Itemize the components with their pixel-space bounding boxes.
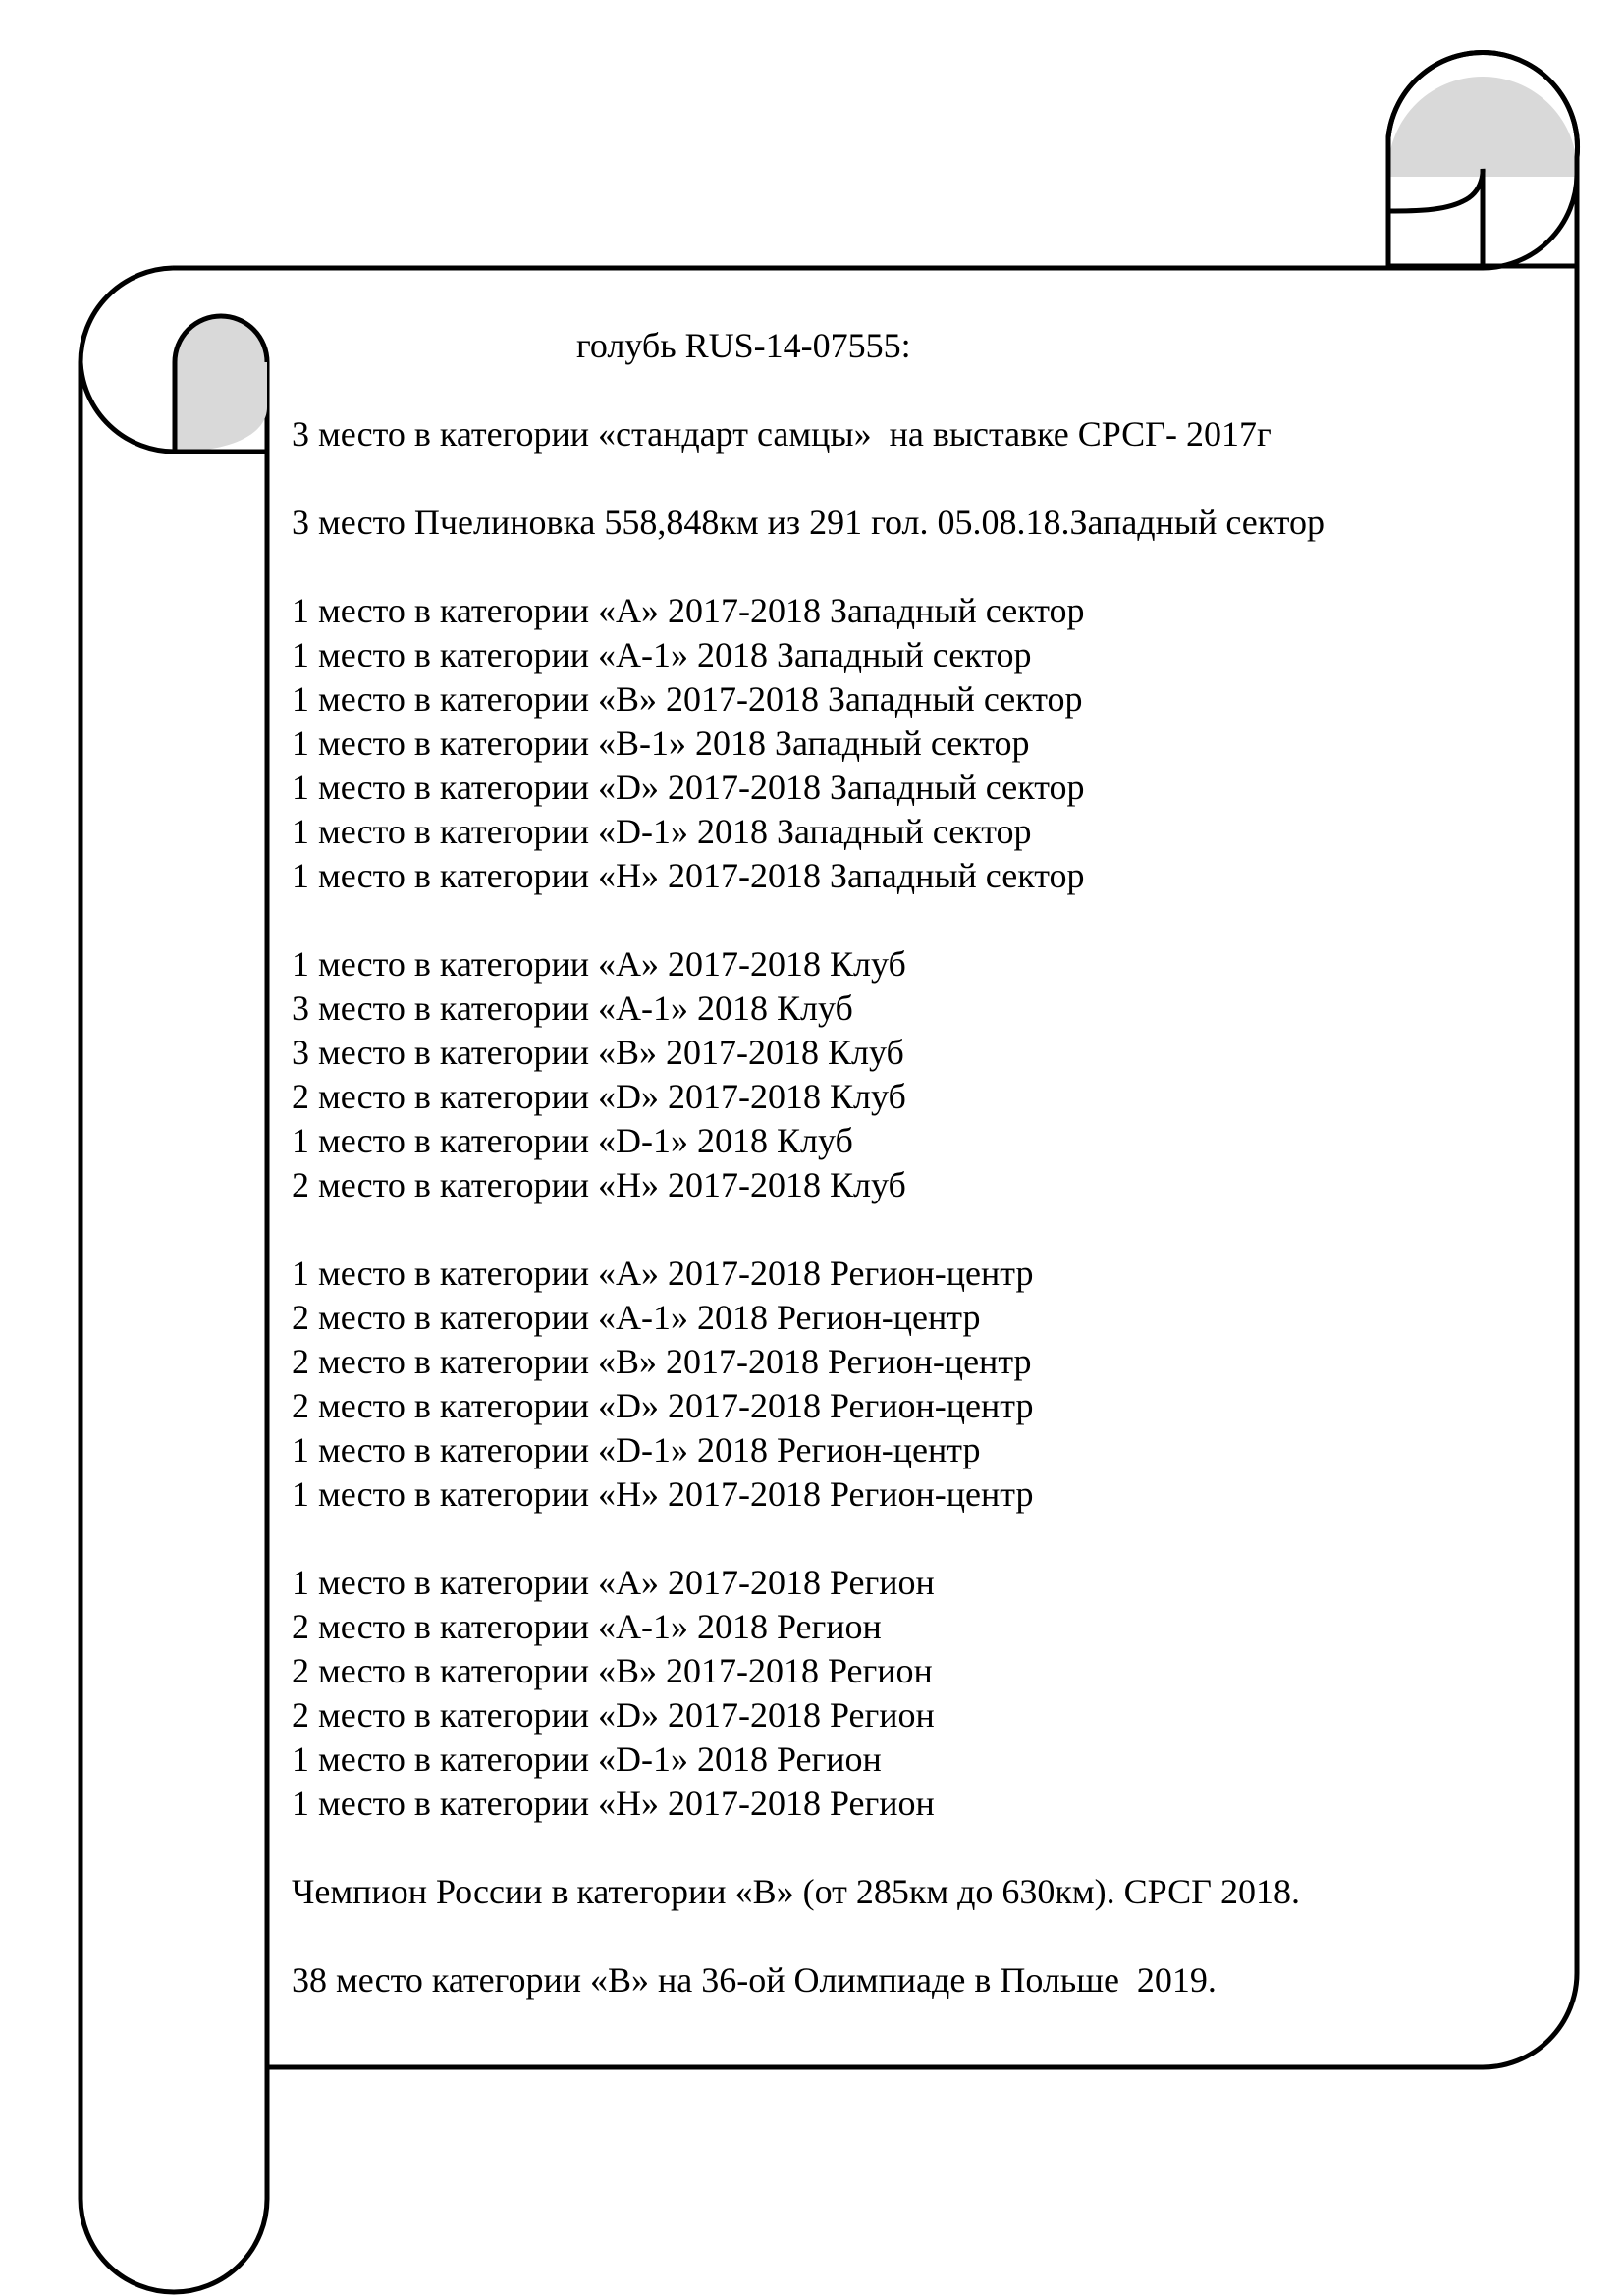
sector-results	[292, 589, 1529, 898]
result-line: 1 место в категории «D-1» 2018 Клуб	[292, 1121, 853, 1160]
olympiad-result: 38 место категории «В» на 36-ой Олимпиаде в Польше 2019.	[292, 1960, 1217, 2000]
result-line: 1 место в категории «D-1» 2018 Регион	[292, 1739, 882, 1779]
result-line: 1 место в категории «А» 2017-2018 Регион-центр	[292, 1254, 1034, 1293]
region-center-results	[292, 1252, 1529, 1517]
result-line: 1 место в категории «В» 2017-2018 Западный сектор	[292, 679, 1083, 719]
result-line: 1 место в категории «Н» 2017-2018 Регион-центр	[292, 1474, 1034, 1514]
club-results	[292, 942, 1529, 1207]
result-line: 1 место в категории «А» 2017-2018 Регион	[292, 1563, 935, 1602]
result-line: 1 место в категории «D-1» 2018 Регион-центр	[292, 1430, 981, 1469]
result-line: 1 место в категории «А-1» 2018 Западный сектор	[292, 635, 1032, 674]
result-line: 1 место в категории «В-1» 2018 Западный сектор	[292, 723, 1030, 763]
race-result: 3 место Пчелиновка 558,848км из 291 гол. 05.08.18.Западный сектор	[292, 503, 1325, 542]
result-line: 2 место в категории «D» 2017-2018 Регион-центр	[292, 1386, 1034, 1425]
result-line: 2 место в категории «А-1» 2018 Регион-центр	[292, 1298, 981, 1337]
certificate-text	[292, 324, 1529, 2002]
result-line: 2 место в категории «D» 2017-2018 Регион	[292, 1695, 935, 1735]
result-line: 1 место в категории «Н» 2017-2018 Регион	[292, 1784, 935, 1823]
left-roll-outer	[81, 268, 267, 2292]
result-line: 2 место в категории «В» 2017-2018 Регион	[292, 1651, 933, 1690]
region-results	[292, 1561, 1529, 1826]
left-roll-shade	[175, 316, 267, 452]
result-line: 1 место в категории «А» 2017-2018 Западный сектор	[292, 591, 1085, 630]
result-line: 3 место в категории «А-1» 2018 Клуб	[292, 988, 853, 1028]
pigeon-id-title: голубь RUS-14-07555:	[576, 326, 911, 365]
result-line: 1 место в категории «D» 2017-2018 Западный сектор	[292, 768, 1085, 807]
result-line: 2 место в категории «А-1» 2018 Регион	[292, 1607, 882, 1646]
result-line: 2 место в категории «В» 2017-2018 Регион-центр	[292, 1342, 1032, 1381]
result-line: 1 место в категории «А» 2017-2018 Клуб	[292, 944, 906, 984]
champion-title: Чемпион России в категории «В» (от 285км до 630км). СРСГ 2018.	[292, 1872, 1300, 1911]
show-result: 3 место в категории «стандарт самцы» на выставке СРСГ- 2017г	[292, 414, 1272, 454]
result-line: 2 место в категории «Н» 2017-2018 Клуб	[292, 1165, 906, 1204]
result-line: 1 место в категории «Н» 2017-2018 Западный сектор	[292, 856, 1085, 895]
result-line: 1 место в категории «D-1» 2018 Западный сектор	[292, 812, 1032, 851]
result-line: 2 место в категории «D» 2017-2018 Клуб	[292, 1077, 906, 1116]
result-line: 3 место в категории «В» 2017-2018 Клуб	[292, 1033, 904, 1072]
